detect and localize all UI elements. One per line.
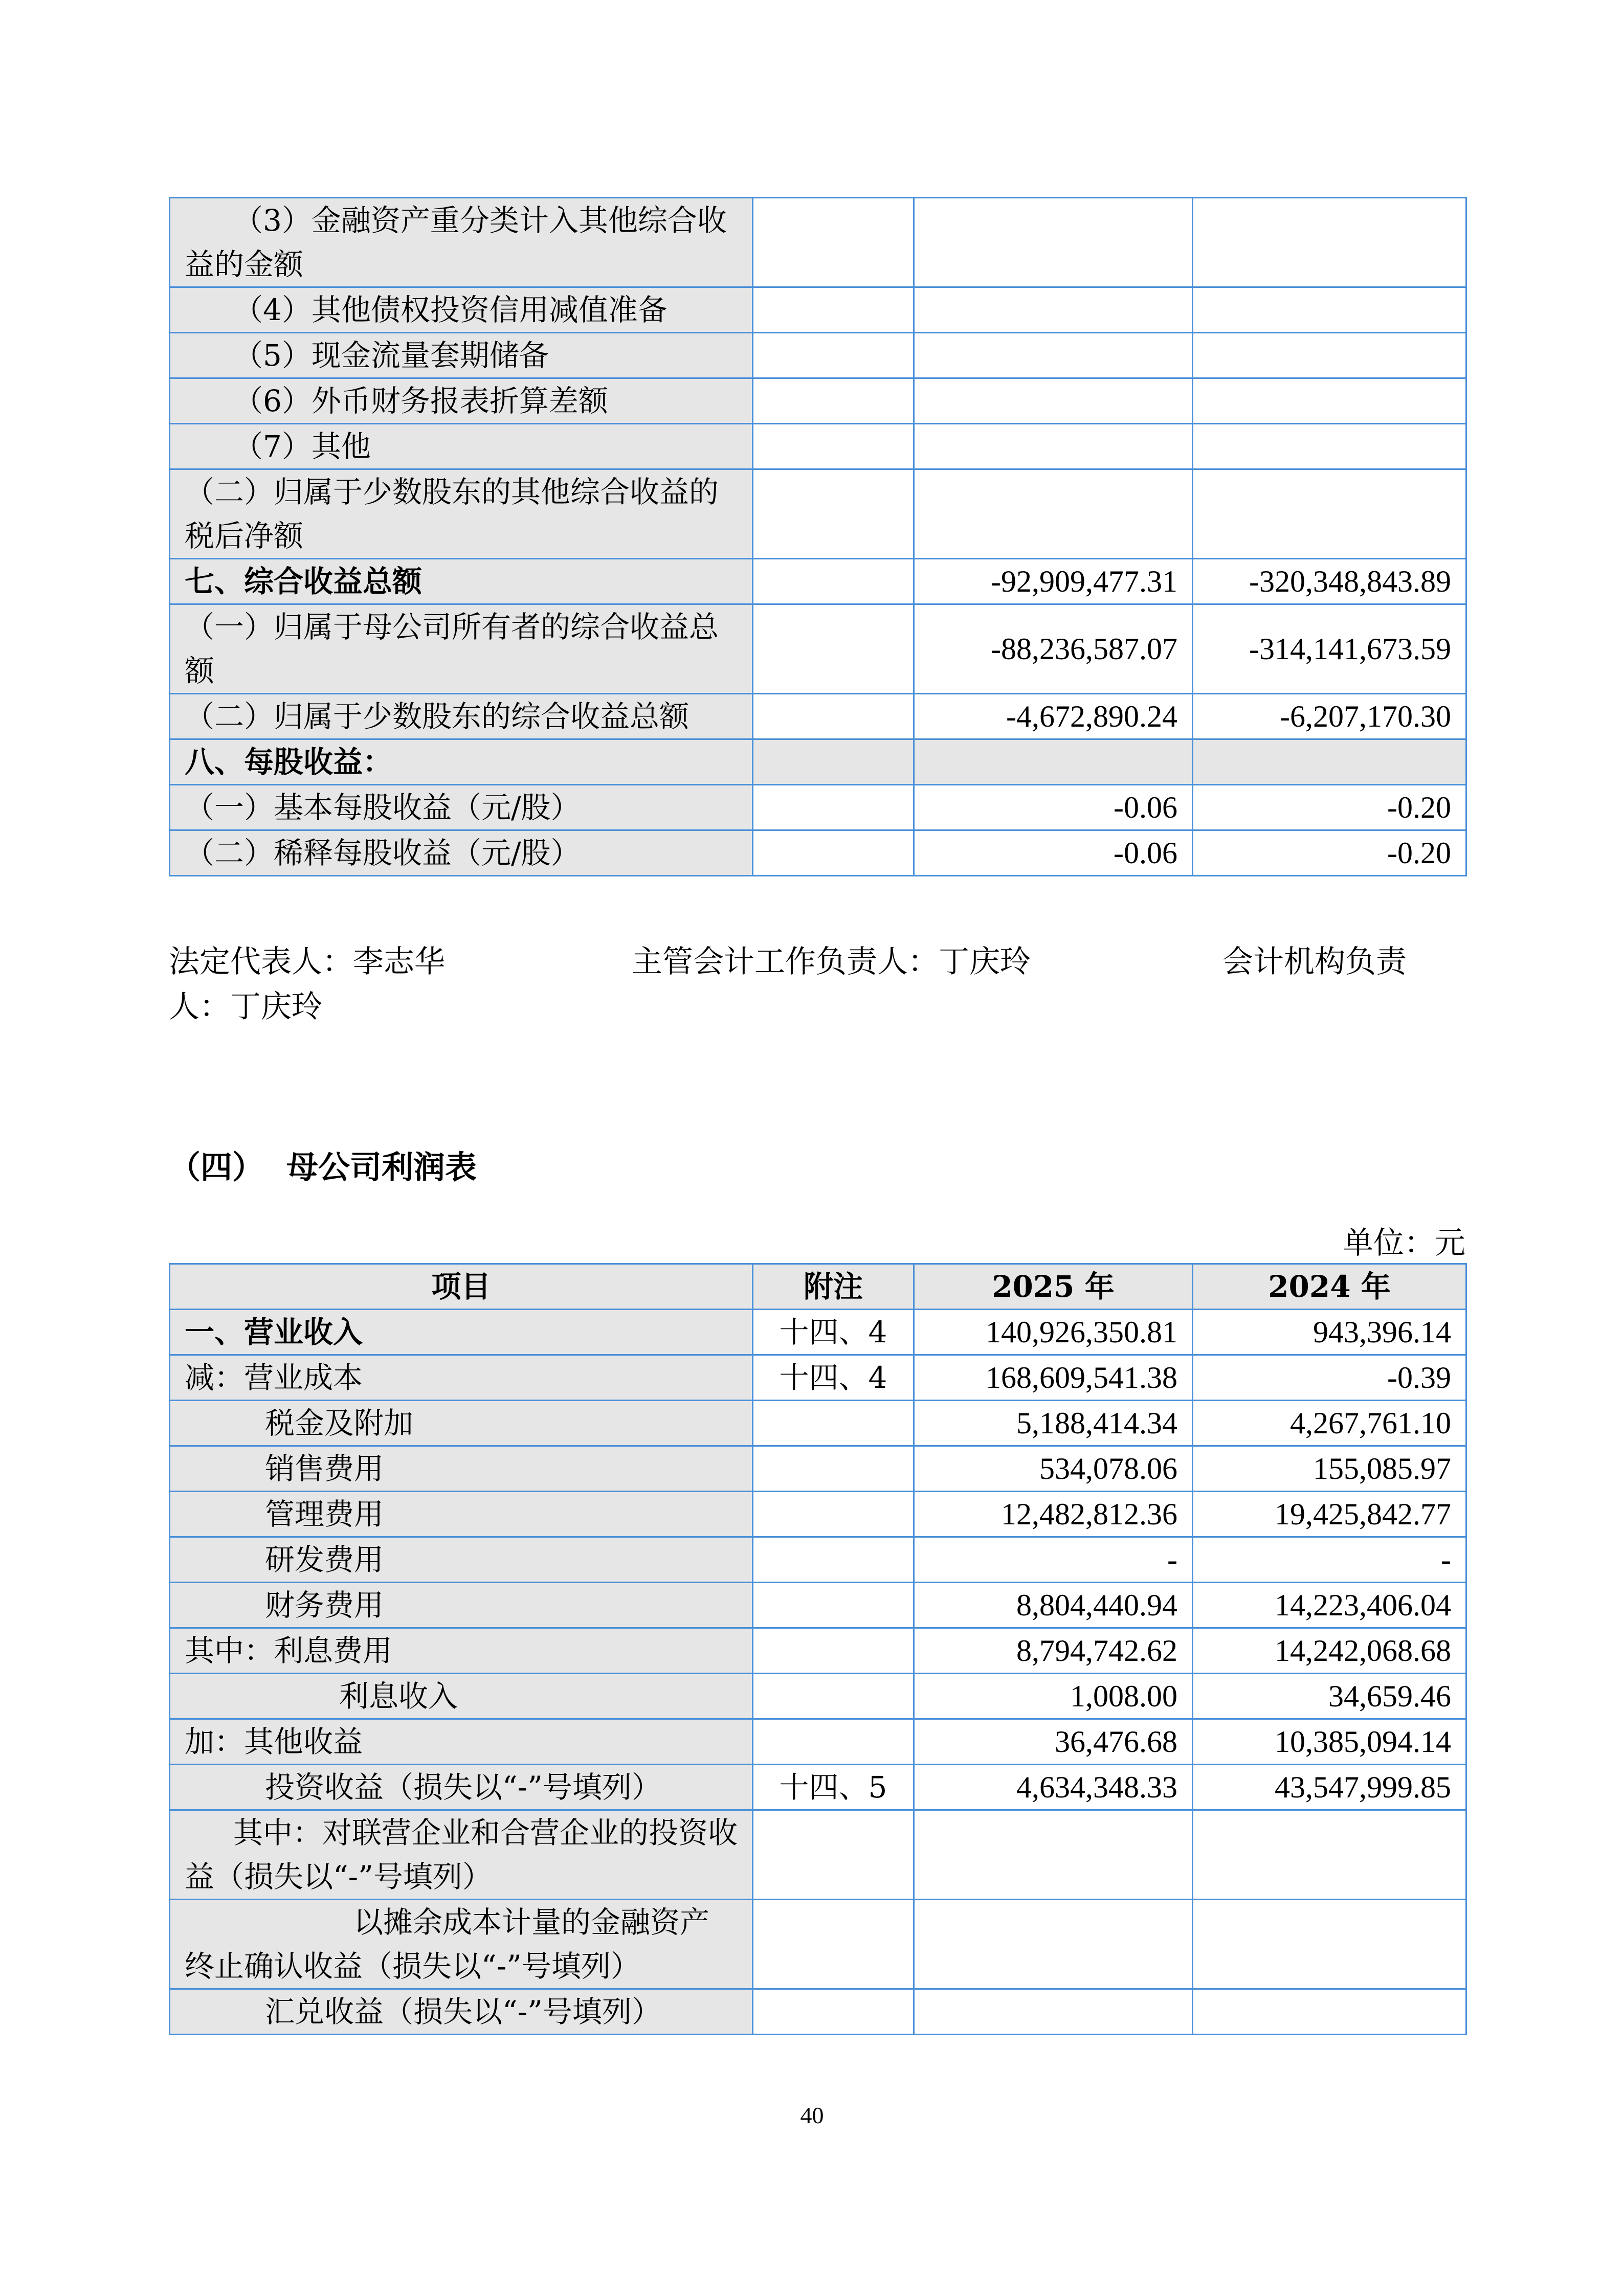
row-value-2025: -4,672,890.24 bbox=[914, 694, 1193, 739]
table-header-row bbox=[170, 1264, 1466, 1310]
row-value-2024 bbox=[1193, 287, 1466, 333]
row-label: 加：其他收益 bbox=[170, 1719, 753, 1765]
row-label: （二）稀释每股收益（元/股） bbox=[170, 830, 753, 876]
table-row bbox=[170, 1989, 1466, 2035]
row-value-2025: 8,794,742.62 bbox=[914, 1628, 1193, 1674]
row-note bbox=[753, 604, 914, 694]
row-label: 其中：利息费用 bbox=[170, 1628, 753, 1674]
table-row bbox=[170, 333, 1466, 378]
row-value-2024: 14,242,068.68 bbox=[1193, 1628, 1466, 1674]
row-label: 管理费用 bbox=[170, 1492, 753, 1537]
row-note bbox=[753, 1492, 914, 1537]
row-note bbox=[753, 333, 914, 378]
row-value-2025: 5,188,414.34 bbox=[914, 1401, 1193, 1446]
row-value-2024 bbox=[1193, 424, 1466, 469]
row-label: 七、综合收益总额 bbox=[170, 559, 753, 604]
row-note: 十四、5 bbox=[753, 1765, 914, 1810]
row-label: 财务费用 bbox=[170, 1583, 753, 1628]
row-value-2025 bbox=[914, 469, 1193, 559]
table-row bbox=[170, 287, 1466, 333]
row-value-2025: 8,804,440.94 bbox=[914, 1583, 1193, 1628]
row-value-2024: 943,396.14 bbox=[1193, 1310, 1466, 1355]
row-value-2024: -0.39 bbox=[1193, 1355, 1466, 1401]
accounting-org-head: 会计机构负责 bbox=[1222, 944, 1407, 980]
row-value-2025 bbox=[914, 1989, 1193, 2035]
table-row bbox=[170, 739, 1466, 785]
row-value-2025: 168,609,541.38 bbox=[914, 1355, 1193, 1401]
row-value-2025: -0.06 bbox=[914, 830, 1193, 876]
row-value-2024 bbox=[1193, 1900, 1466, 1989]
section-heading bbox=[169, 1144, 477, 1190]
row-value-2024 bbox=[1193, 1810, 1466, 1900]
row-value-2024: -0.20 bbox=[1193, 785, 1466, 830]
header-note: 附注 bbox=[753, 1264, 914, 1310]
table-row bbox=[170, 1628, 1466, 1674]
row-note bbox=[753, 739, 914, 785]
row-label: （5）现金流量套期储备 bbox=[170, 333, 753, 378]
legal-representative: 法定代表人：李志华 bbox=[169, 944, 445, 980]
row-label: 销售费用 bbox=[170, 1446, 753, 1492]
row-note: 十四、4 bbox=[753, 1355, 914, 1401]
row-value-2024 bbox=[1193, 469, 1466, 559]
row-label: （4）其他债权投资信用减值准备 bbox=[170, 287, 753, 333]
row-value-2024: -0.20 bbox=[1193, 830, 1466, 876]
row-value-2024 bbox=[1193, 378, 1466, 424]
row-value-2025: 36,476.68 bbox=[914, 1719, 1193, 1765]
row-value-2025 bbox=[914, 739, 1193, 785]
row-note bbox=[753, 287, 914, 333]
row-label: 一、营业收入 bbox=[170, 1310, 753, 1355]
table-row bbox=[170, 1355, 1466, 1401]
row-label: 减：营业成本 bbox=[170, 1355, 753, 1401]
row-label: （6）外币财务报表折算差额 bbox=[170, 378, 753, 424]
row-label: 研发费用 bbox=[170, 1537, 753, 1583]
table-row bbox=[170, 1765, 1466, 1810]
table-row bbox=[170, 604, 1466, 694]
table-row bbox=[170, 1810, 1466, 1900]
table-row bbox=[170, 1401, 1466, 1446]
row-note bbox=[753, 1900, 914, 1989]
row-note bbox=[753, 694, 914, 739]
header-2025: 2025 年 bbox=[914, 1264, 1193, 1310]
section-number: （四） bbox=[169, 1149, 264, 1186]
row-value-2025 bbox=[914, 378, 1193, 424]
row-value-2024 bbox=[1193, 1989, 1466, 2035]
row-note bbox=[753, 1810, 914, 1900]
row-value-2024: 34,659.46 bbox=[1193, 1674, 1466, 1719]
row-value-2025: 12,482,812.36 bbox=[914, 1492, 1193, 1537]
row-label: （二）归属于少数股东的综合收益总额 bbox=[170, 694, 753, 739]
row-note bbox=[753, 198, 914, 287]
row-value-2024 bbox=[1193, 198, 1466, 287]
row-note bbox=[753, 1628, 914, 1674]
row-value-2025 bbox=[914, 1810, 1193, 1900]
row-value-2024: 43,547,999.85 bbox=[1193, 1765, 1466, 1810]
row-value-2025 bbox=[914, 198, 1193, 287]
row-value-2025: 534,078.06 bbox=[914, 1446, 1193, 1492]
row-value-2024: -314,141,673.59 bbox=[1193, 604, 1466, 694]
table-row bbox=[170, 830, 1466, 876]
table-row bbox=[170, 1492, 1466, 1537]
row-note bbox=[753, 785, 914, 830]
row-value-2024: 14,223,406.04 bbox=[1193, 1583, 1466, 1628]
row-value-2025: - bbox=[914, 1537, 1193, 1583]
header-2024: 2024 年 bbox=[1193, 1264, 1466, 1310]
row-value-2024: 155,085.97 bbox=[1193, 1446, 1466, 1492]
row-label: 税金及附加 bbox=[170, 1401, 753, 1446]
row-label: （一）归属于母公司所有者的综合收益总额 bbox=[170, 604, 753, 694]
row-value-2025 bbox=[914, 1900, 1193, 1989]
row-value-2024 bbox=[1193, 739, 1466, 785]
row-value-2025 bbox=[914, 424, 1193, 469]
table-row bbox=[170, 1719, 1466, 1765]
row-label: （二）归属于少数股东的其他综合收益的税后净额 bbox=[170, 469, 753, 559]
table-row bbox=[170, 785, 1466, 830]
parent-income-statement-table bbox=[169, 1263, 1467, 2035]
row-note bbox=[753, 1537, 914, 1583]
row-value-2025: 1,008.00 bbox=[914, 1674, 1193, 1719]
row-note bbox=[753, 469, 914, 559]
table-row bbox=[170, 1674, 1466, 1719]
table-row bbox=[170, 1446, 1466, 1492]
row-value-2024: -6,207,170.30 bbox=[1193, 694, 1466, 739]
row-note bbox=[753, 1583, 914, 1628]
header-item: 项目 bbox=[170, 1264, 753, 1310]
table-row bbox=[170, 1537, 1466, 1583]
comprehensive-income-table-continued bbox=[169, 197, 1467, 876]
row-label: 汇兑收益（损失以“-”号填列） bbox=[170, 1989, 753, 2035]
table-row bbox=[170, 694, 1466, 739]
row-note bbox=[753, 1674, 914, 1719]
row-value-2025: -88,236,587.07 bbox=[914, 604, 1193, 694]
row-value-2025: 140,926,350.81 bbox=[914, 1310, 1193, 1355]
row-value-2024: 19,425,842.77 bbox=[1193, 1492, 1466, 1537]
row-note bbox=[753, 1989, 914, 2035]
row-note bbox=[753, 1719, 914, 1765]
table-row bbox=[170, 1583, 1466, 1628]
row-note bbox=[753, 830, 914, 876]
accounting-head: 主管会计工作负责人：丁庆玲 bbox=[632, 944, 1031, 980]
accounting-org-head-cont: 人：丁庆玲 bbox=[169, 989, 322, 1025]
row-value-2024: -320,348,843.89 bbox=[1193, 559, 1466, 604]
page-number: 40 bbox=[800, 2102, 824, 2128]
table-row bbox=[170, 1900, 1466, 1989]
table-row bbox=[170, 469, 1466, 559]
table-row bbox=[170, 198, 1466, 287]
row-label: 投资收益（损失以“-”号填列） bbox=[170, 1765, 753, 1810]
row-note bbox=[753, 559, 914, 604]
row-value-2025 bbox=[914, 287, 1193, 333]
row-label: （7）其他 bbox=[170, 424, 753, 469]
row-value-2024: 10,385,094.14 bbox=[1193, 1719, 1466, 1765]
row-value-2024 bbox=[1193, 333, 1466, 378]
row-value-2025 bbox=[914, 333, 1193, 378]
row-note bbox=[753, 424, 914, 469]
row-note bbox=[753, 1401, 914, 1446]
table-row bbox=[170, 378, 1466, 424]
row-label: 其中：对联营企业和合营企业的投资收益（损失以“-”号填列） bbox=[170, 1810, 753, 1900]
row-value-2024: 4,267,761.10 bbox=[1193, 1401, 1466, 1446]
section-title: 母公司利润表 bbox=[286, 1149, 477, 1186]
row-value-2025: -0.06 bbox=[914, 785, 1193, 830]
table-row bbox=[170, 1310, 1466, 1355]
row-value-2025: 4,634,348.33 bbox=[914, 1765, 1193, 1810]
row-value-2025: -92,909,477.31 bbox=[914, 559, 1193, 604]
row-label: （一）基本每股收益（元/股） bbox=[170, 785, 753, 830]
row-label: 以摊余成本计量的金融资产终止确认收益（损失以“-”号填列） bbox=[170, 1900, 753, 1989]
row-note bbox=[753, 1446, 914, 1492]
row-label: 八、每股收益： bbox=[170, 739, 753, 785]
row-note bbox=[753, 378, 914, 424]
row-value-2024: - bbox=[1193, 1537, 1466, 1583]
row-note: 十四、4 bbox=[753, 1310, 914, 1355]
table-row bbox=[170, 559, 1466, 604]
row-label: （3）金融资产重分类计入其他综合收益的金额 bbox=[170, 198, 753, 287]
row-label: 利息收入 bbox=[170, 1674, 753, 1719]
unit-label: 单位：元 bbox=[1343, 1225, 1465, 1261]
table-row bbox=[170, 424, 1466, 469]
